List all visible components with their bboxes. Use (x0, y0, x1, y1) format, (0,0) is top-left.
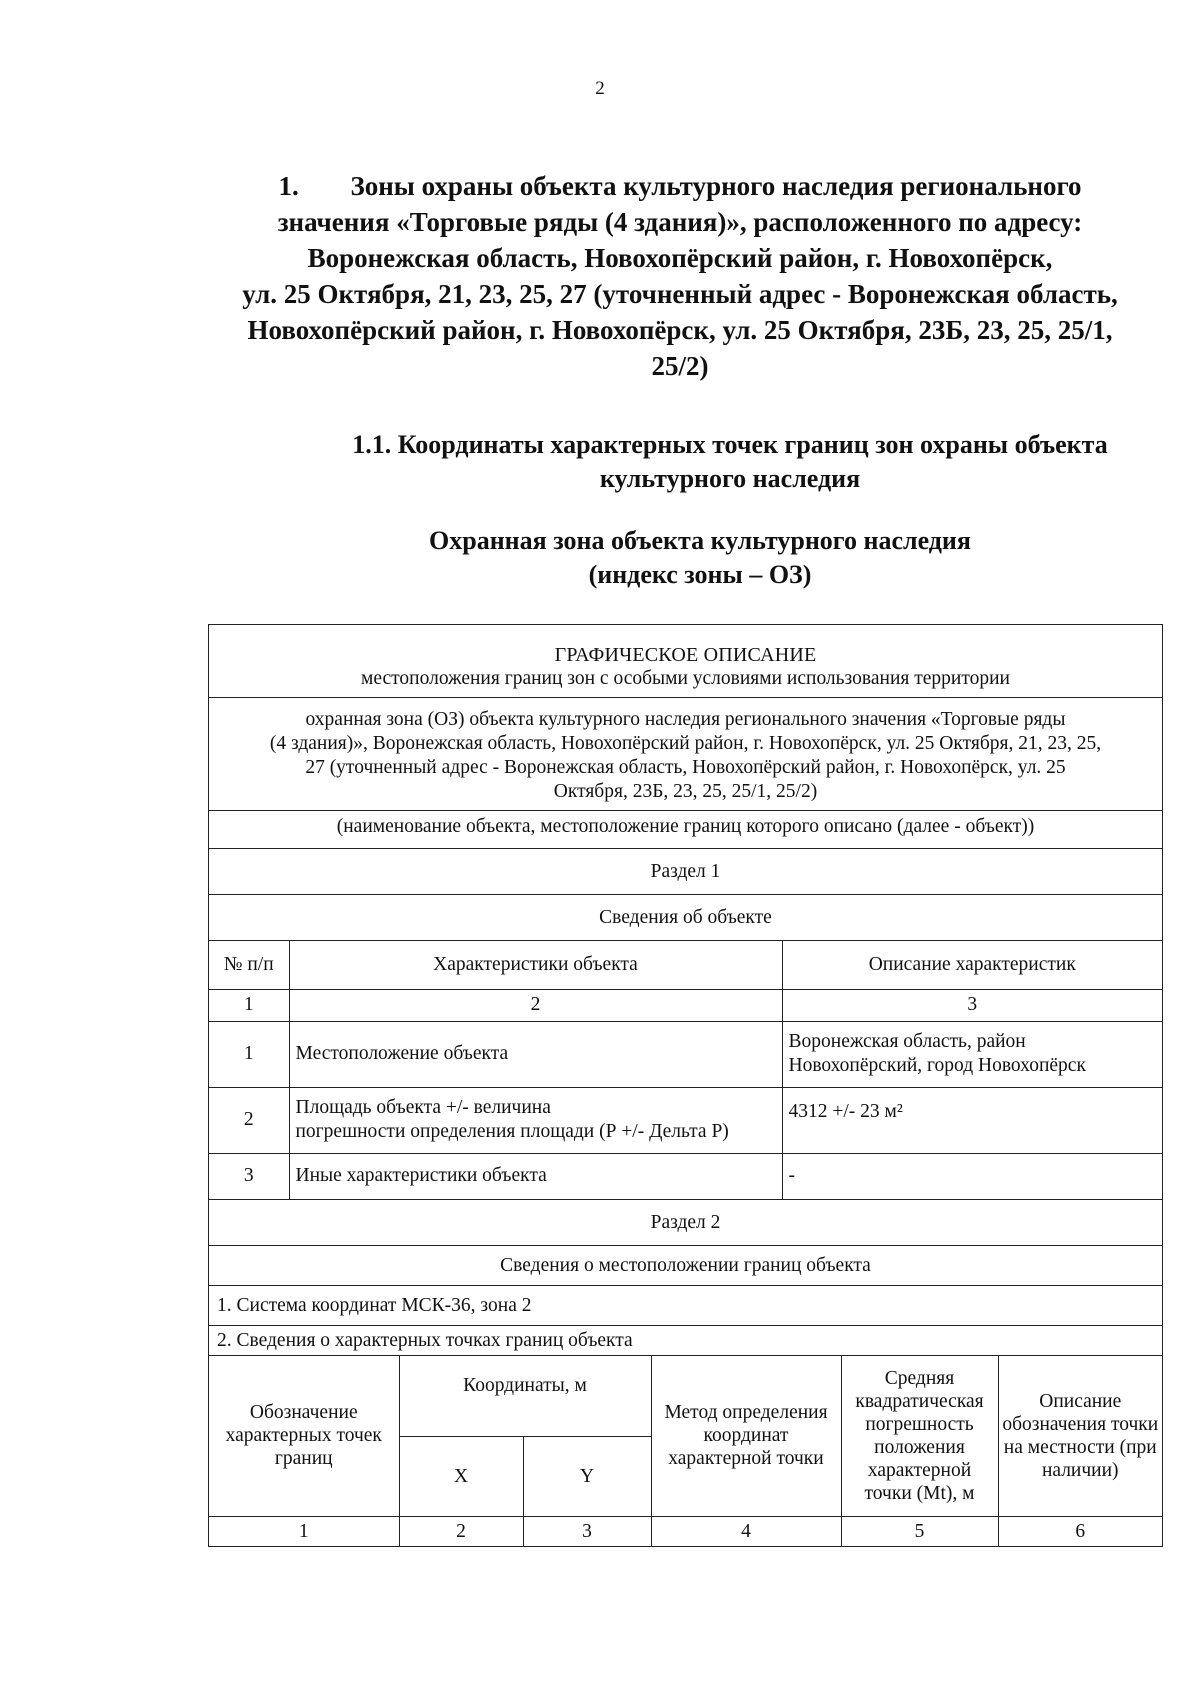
table-row (209, 1087, 1162, 1153)
header-y: Y (523, 1436, 651, 1516)
row-description: 4312 +/- 23 м² (782, 1087, 1162, 1153)
form-subtitle: местоположения границ зон с особыми условиями использования территории (361, 668, 1010, 689)
index-cell: 1 (209, 1516, 399, 1546)
header-characteristics: Характеристики объекта (289, 941, 782, 989)
header-accuracy: Средняя квадратическая погрешность положения характерной точки (Mt), м (841, 1356, 998, 1516)
section-2-title: Сведения о местоположении границ объекта (209, 1246, 1162, 1286)
index-cell: 1 (209, 989, 289, 1021)
object-name (209, 698, 1162, 811)
row-characteristic: Иные характеристики объекта (289, 1153, 782, 1199)
row-num: 3 (209, 1153, 289, 1199)
heading1-line-1: 1. Зоны охраны объекта культурного наследия регионального (200, 168, 1160, 204)
index-cell: 2 (399, 1516, 523, 1546)
row-description: Воронежская область, район Новохопёрский, город Новохопёрск (782, 1021, 1162, 1087)
row-num: 1 (209, 1021, 289, 1087)
form-title: ГРАФИЧЕСКОЕ ОПИСАНИЕ (554, 644, 817, 666)
heading1-line-2: значения «Торговые ряды (4 здания)», расположенного по адресу: (277, 207, 1083, 237)
heading2-line-1: 1.1. Координаты характерных точек границ зон охраны объекта (352, 430, 1108, 459)
object-line-2: (4 здания)», Воронежская область, Новохопёрский район, г. Новохопёрск, ул. 25 Октября, 21, 23, 25, (269, 733, 1102, 754)
table1-index-row (209, 989, 1162, 1021)
header-coordinates: Координаты, м (399, 1356, 651, 1436)
object-line-1: охранная зона (ОЗ) объекта культурного наследия регионального значения «Торговые ряды (305, 709, 1066, 730)
header-point-description: Описание обозначения точки на местности (при наличии) (998, 1356, 1162, 1516)
object-info-table (209, 941, 1162, 1199)
heading1-line-5: Новохопёрский район, г. Новохопёрск, ул. 25 Октября, 23Б, 23, 25, 25/1, (247, 315, 1113, 345)
section-heading-1-1 (300, 428, 1160, 496)
page-number: 2 (595, 78, 605, 99)
row-num: 2 (209, 1087, 289, 1153)
zone-heading (380, 524, 1020, 592)
table2-index-row (209, 1516, 1162, 1546)
heading1-line-6: 25/2) (651, 351, 709, 381)
object-line-3: 27 (уточненный адрес - Воронежская область, Новохопёрский район, г. Новохопёрск, ул. 25 (305, 757, 1066, 778)
points-table (209, 1356, 1162, 1546)
header-x: X (399, 1436, 523, 1516)
index-cell: 2 (289, 989, 782, 1021)
heading1-number: 1. (278, 171, 299, 201)
table1-header-row (209, 941, 1162, 989)
section-heading-1 (200, 168, 1160, 384)
object-line-4: Октября, 23Б, 23, 25, 25/1, 25/2) (553, 781, 818, 802)
object-note: (наименование объекта, местоположение границ которого описано (далее - объект)) (209, 811, 1162, 849)
heading1-line-3: Воронежская область, Новохопёрский район, г. Новохопёрск, (307, 243, 1053, 273)
points-title: 2. Сведения о характерных точках границ объекта (209, 1326, 1162, 1356)
row-characteristic: Местоположение объекта (289, 1021, 782, 1087)
row-characteristic: Площадь объекта +/- величина погрешности определения площади (Р +/- Дельта Р) (289, 1087, 782, 1153)
form-header (209, 625, 1162, 698)
heading2-line-2: культурного наследия (599, 464, 861, 493)
header-method: Метод определения координат характерной точки (651, 1356, 841, 1516)
graphic-description-form (208, 624, 1163, 1547)
section-2-label: Раздел 2 (209, 1200, 1162, 1246)
header-point-designation: Обозначение характерных точек границ (209, 1356, 399, 1516)
index-cell: 6 (998, 1516, 1162, 1546)
object-info-table-wrap (209, 941, 1162, 1200)
table-row (209, 1021, 1162, 1087)
index-cell: 3 (782, 989, 1162, 1021)
index-cell: 5 (841, 1516, 998, 1546)
coordinate-system: 1. Система координат МСК-36, зона 2 (209, 1286, 1162, 1326)
index-cell: 4 (651, 1516, 841, 1546)
table-row (209, 1153, 1162, 1199)
row-description: - (782, 1153, 1162, 1199)
header-num: № п/п (209, 941, 289, 989)
points-table-wrap (209, 1356, 1162, 1546)
index-cell: 3 (523, 1516, 651, 1546)
heading3-line-2: (индекс зоны – ОЗ) (588, 560, 812, 589)
heading1-line-4: ул. 25 Октября, 21, 23, 25, 27 (уточненный адрес - Воронежская область, (242, 279, 1118, 309)
heading3-line-1: Охранная зона объекта культурного наследия (429, 526, 971, 555)
section-1-title: Сведения об объекте (209, 895, 1162, 941)
table2-header-row-1 (209, 1356, 1162, 1436)
section-1-label: Раздел 1 (209, 849, 1162, 895)
header-description: Описание характеристик (782, 941, 1162, 989)
